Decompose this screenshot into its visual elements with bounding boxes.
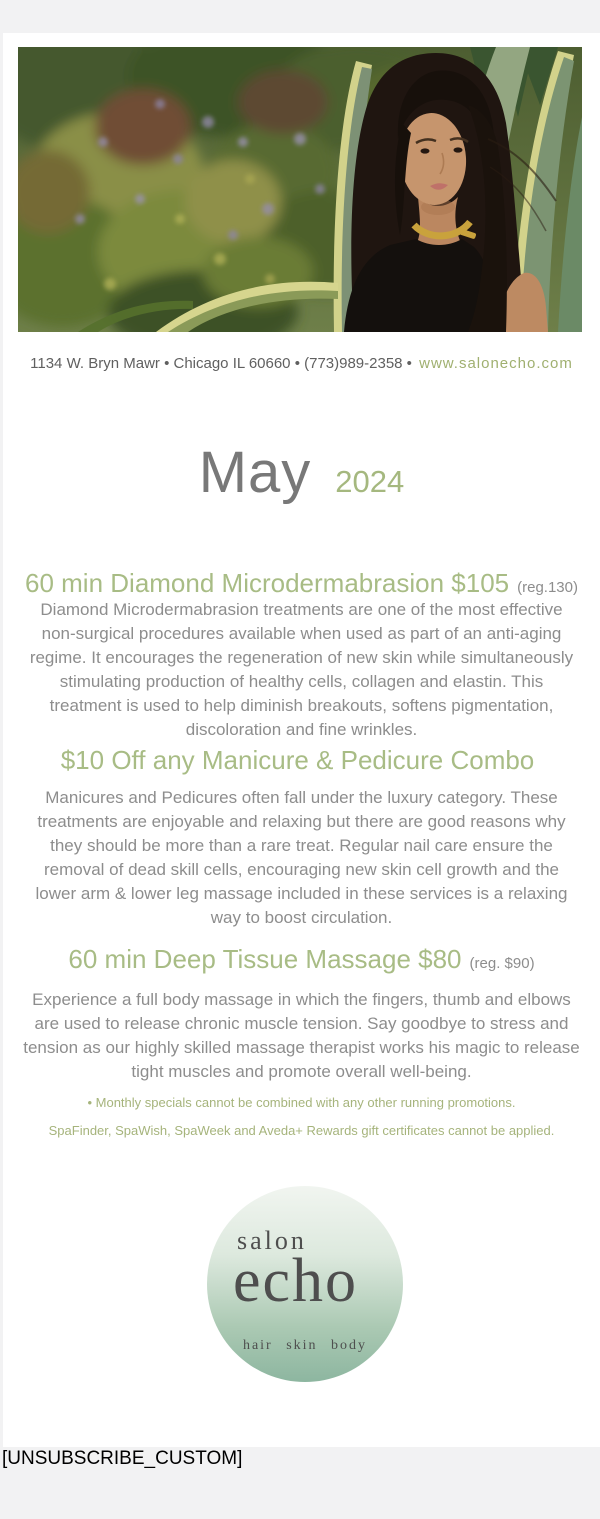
address-text: 1134 W. Bryn Mawr • Chicago IL 60660 • (773)989-2358 • [30,355,412,372]
regular-price-note: (reg.130) [517,579,578,596]
contact-line [3,354,600,374]
year-text: 2024 [335,464,405,499]
hero-image [18,47,582,332]
special-description: Diamond Microdermabrasion treatments are one of the most effective non-surgical procedures available when used as part of an anti-aging regime. It encourages the regeneration of new skin while simultaneously stimulating production of healthy cells, collagen and elastin. This treatment is used to help diminish breakouts, softens pigmentation, discoloration and fine wrinkles. [29,600,574,739]
logo-tagline: hair skin body [242,1338,368,1353]
special-title-text: $10 Off any Manicure & Pedicure Combo [60,745,535,775]
regular-price-note: (reg. $90) [469,955,535,972]
month-text: May [198,440,312,505]
hero-illustration [18,47,582,332]
date-heading [3,437,600,524]
special-description: Experience a full body massage in which the fingers, thumb and elbows are used to release chronic muscle tension. Say goodbye to stress and tension as our highly skilled massage therapist works his magic to release tight muscles and promote overall well-being. [23,990,580,1081]
disclaimer-line: • Monthly specials cannot be combined with any other running promotions. [87,1095,516,1110]
special-description: Manicures and Pedicures often fall under the luxury category. These treatments are enjoyable and relaxing but there are good reasons why they should be more than a rare treat. Regular nail care ensure the removal of dead skill cells, encouraging new skin cell growth and the lower arm & lower leg massage included in these services is a relaxing way to boost circulation. [35,788,568,927]
logo-echo-text: echo [233,1247,359,1315]
special-title-mani-pedi [3,744,600,781]
logo-salon-text: salon [237,1226,307,1255]
special-title-massage [3,943,600,980]
email-card [3,33,600,1447]
disclaimer-line: SpaFinder, SpaWish, SpaWeek and Aveda+ Rewards gift certificates cannot be applied. [48,1123,555,1138]
special-title-text: 60 min Diamond Microdermabrasion $105 [25,568,510,598]
website-link[interactable]: www.salonecho.com [419,355,573,372]
salon-echo-logo [207,1186,403,1382]
special-title-text: 60 min Deep Tissue Massage $80 [68,944,462,974]
unsubscribe-link[interactable]: [UNSUBSCRIBE_CUSTOM] [2,1448,243,1469]
